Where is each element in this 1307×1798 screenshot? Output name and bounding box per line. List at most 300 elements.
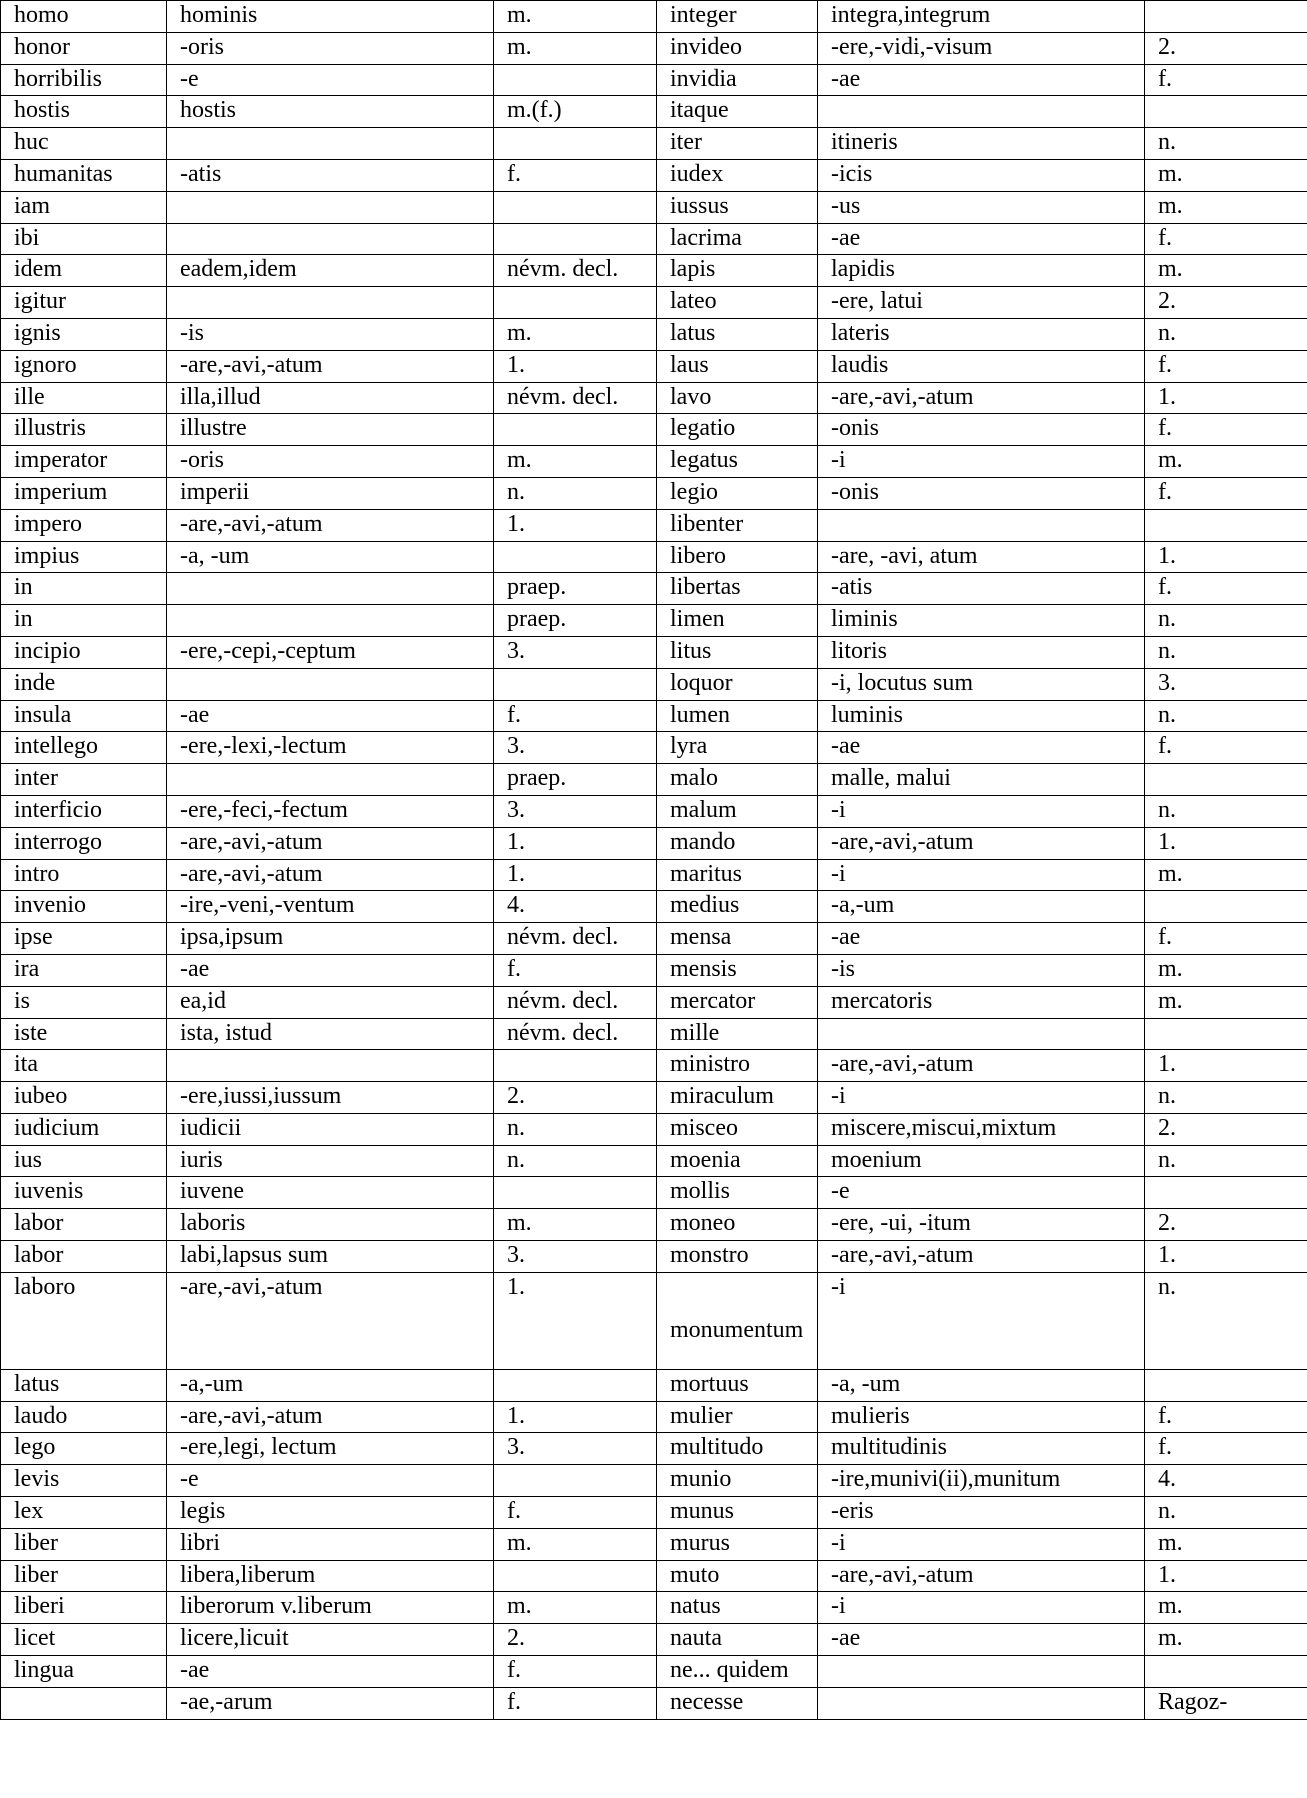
cell-forms-left: -ire,-veni,-ventum: [167, 891, 494, 923]
table-row: [1, 636, 1307, 668]
cell-grammar-left: m.: [494, 318, 657, 350]
cell-forms-right: multitudinis: [818, 1433, 1145, 1465]
cell-headword-left: interrogo: [1, 827, 167, 859]
cell-forms-right: -ere,-vidi,-visum: [818, 32, 1145, 64]
table-row: [1, 827, 1307, 859]
cell-grammar-right: m.: [1145, 1624, 1307, 1656]
cell-headword-right: nauta: [657, 1624, 818, 1656]
cell-grammar-left: praep.: [494, 605, 657, 637]
cell-headword-left: iam: [1, 191, 167, 223]
table-row: [1, 1113, 1307, 1145]
cell-headword-right: mensis: [657, 954, 818, 986]
cell-grammar-right: 3.: [1145, 668, 1307, 700]
cell-grammar-right: m.: [1145, 954, 1307, 986]
table-row: [1, 1465, 1307, 1497]
table-row: [1, 509, 1307, 541]
cell-forms-left: ipsa,ipsum: [167, 923, 494, 955]
cell-grammar-left: f.: [494, 1497, 657, 1529]
cell-grammar-left: 2.: [494, 1082, 657, 1114]
cell-forms-left: licere,licuit: [167, 1624, 494, 1656]
cell-grammar-right: [1145, 891, 1307, 923]
cell-headword-left: invenio: [1, 891, 167, 923]
table-row: [1, 1018, 1307, 1050]
table-row: [1, 1177, 1307, 1209]
cell-headword-right: lyra: [657, 732, 818, 764]
cell-forms-left: -e: [167, 1465, 494, 1497]
cell-headword-right: mando: [657, 827, 818, 859]
cell-grammar-left: 3.: [494, 1241, 657, 1273]
cell-grammar-left: 1.: [494, 827, 657, 859]
cell-headword-left: levis: [1, 1465, 167, 1497]
cell-forms-left: [167, 668, 494, 700]
cell-forms-right: luminis: [818, 700, 1145, 732]
cell-grammar-left: f.: [494, 1687, 657, 1719]
cell-headword-right: itaque: [657, 96, 818, 128]
cell-forms-right: moenium: [818, 1145, 1145, 1177]
cell-grammar-left: névm. decl.: [494, 255, 657, 287]
cell-forms-right: -are,-avi,-atum: [818, 382, 1145, 414]
cell-headword-left: ibi: [1, 223, 167, 255]
cell-headword-left: iubeo: [1, 1082, 167, 1114]
cell-headword-left: homo: [1, 1, 167, 33]
table-row: [1, 159, 1307, 191]
cell-grammar-right: m.: [1145, 446, 1307, 478]
cell-headword-left: labor: [1, 1209, 167, 1241]
cell-forms-left: legis: [167, 1497, 494, 1529]
cell-forms-left: -are,-avi,-atum: [167, 1401, 494, 1433]
cell-forms-right: -onis: [818, 477, 1145, 509]
cell-grammar-right: 1.: [1145, 1560, 1307, 1592]
cell-headword-right: lumen: [657, 700, 818, 732]
cell-headword-left: [1, 1687, 167, 1719]
table-row: [1, 414, 1307, 446]
cell-grammar-right: [1145, 1369, 1307, 1401]
cell-forms-left: -are,-avi,-atum: [167, 350, 494, 382]
cell-forms-left: -ere,-feci,-fectum: [167, 795, 494, 827]
table-row: [1, 605, 1307, 637]
cell-forms-right: -i: [818, 446, 1145, 478]
cell-headword-right: ministro: [657, 1050, 818, 1082]
cell-headword-left: hostis: [1, 96, 167, 128]
cell-headword-left: impero: [1, 509, 167, 541]
cell-grammar-right: n.: [1145, 1497, 1307, 1529]
cell-grammar-right: m.: [1145, 1528, 1307, 1560]
cell-forms-right: miscere,miscui,mixtum: [818, 1113, 1145, 1145]
table-row: [1, 255, 1307, 287]
cell-grammar-left: névm. decl.: [494, 1018, 657, 1050]
table-row: [1, 318, 1307, 350]
cell-headword-right: lateo: [657, 287, 818, 319]
cell-headword-right: misceo: [657, 1113, 818, 1145]
cell-forms-left: -ere,iussi,iussum: [167, 1082, 494, 1114]
cell-headword-left: licet: [1, 1624, 167, 1656]
cell-grammar-right: 1.: [1145, 541, 1307, 573]
table-row: [1, 64, 1307, 96]
cell-headword-left: is: [1, 986, 167, 1018]
cell-forms-left: [167, 1050, 494, 1082]
cell-grammar-left: 1.: [494, 1272, 657, 1369]
table-row: [1, 1528, 1307, 1560]
cell-forms-right: [818, 509, 1145, 541]
cell-forms-left: libri: [167, 1528, 494, 1560]
table-row: [1, 1401, 1307, 1433]
cell-forms-right: -i: [818, 1592, 1145, 1624]
cell-headword-right: natus: [657, 1592, 818, 1624]
cell-grammar-right: [1145, 1177, 1307, 1209]
cell-forms-left: labi,lapsus sum: [167, 1241, 494, 1273]
cell-forms-right: -ae: [818, 1624, 1145, 1656]
cell-headword-left: ita: [1, 1050, 167, 1082]
cell-headword-left: ira: [1, 954, 167, 986]
cell-headword-left: intellego: [1, 732, 167, 764]
cell-headword-right: libenter: [657, 509, 818, 541]
table-row: [1, 1497, 1307, 1529]
cell-grammar-left: [494, 414, 657, 446]
table-row: [1, 1433, 1307, 1465]
cell-forms-right: [818, 1656, 1145, 1688]
cell-headword-right: legio: [657, 477, 818, 509]
table-row: [1, 1272, 1307, 1369]
cell-headword-right: medius: [657, 891, 818, 923]
cell-headword-right: multitudo: [657, 1433, 818, 1465]
cell-forms-right: -ae: [818, 732, 1145, 764]
cell-forms-left: -a, -um: [167, 541, 494, 573]
cell-headword-left: honor: [1, 32, 167, 64]
cell-forms-left: -ae: [167, 700, 494, 732]
cell-grammar-left: m.(f.): [494, 96, 657, 128]
cell-grammar-right: [1145, 96, 1307, 128]
table-row: [1, 891, 1307, 923]
cell-forms-right: [818, 96, 1145, 128]
cell-grammar-right: n.: [1145, 636, 1307, 668]
cell-grammar-left: 4.: [494, 891, 657, 923]
cell-grammar-left: f.: [494, 1656, 657, 1688]
cell-forms-left: -ere,legi, lectum: [167, 1433, 494, 1465]
cell-grammar-left: [494, 541, 657, 573]
cell-grammar-left: névm. decl.: [494, 382, 657, 414]
cell-forms-left: [167, 128, 494, 160]
cell-headword-left: iste: [1, 1018, 167, 1050]
cell-forms-left: iuris: [167, 1145, 494, 1177]
table-row: [1, 128, 1307, 160]
cell-grammar-left: 3.: [494, 1433, 657, 1465]
table-row: [1, 668, 1307, 700]
cell-headword-right: munio: [657, 1465, 818, 1497]
table-row: [1, 923, 1307, 955]
table-row: [1, 700, 1307, 732]
table-row: [1, 1624, 1307, 1656]
cell-grammar-left: [494, 1465, 657, 1497]
cell-headword-left: lex: [1, 1497, 167, 1529]
cell-headword-right: ne... quidem: [657, 1656, 818, 1688]
cell-forms-left: -e: [167, 64, 494, 96]
cell-forms-left: -ae: [167, 1656, 494, 1688]
cell-headword-left: illustris: [1, 414, 167, 446]
cell-forms-left: ea,id: [167, 986, 494, 1018]
cell-headword-right: libertas: [657, 573, 818, 605]
cell-forms-left: [167, 764, 494, 796]
cell-headword-left: imperium: [1, 477, 167, 509]
cell-headword-left: liberi: [1, 1592, 167, 1624]
cell-forms-right: mulieris: [818, 1401, 1145, 1433]
table-row: [1, 1, 1307, 33]
cell-forms-right: -i: [818, 1528, 1145, 1560]
table-row: [1, 1656, 1307, 1688]
cell-forms-right: [818, 1018, 1145, 1050]
table-row: [1, 1687, 1307, 1719]
cell-grammar-right: [1145, 1018, 1307, 1050]
cell-headword-left: laudo: [1, 1401, 167, 1433]
cell-grammar-right: f.: [1145, 64, 1307, 96]
cell-forms-right: -i: [818, 1082, 1145, 1114]
cell-grammar-right: m.: [1145, 191, 1307, 223]
cell-forms-right: -are,-avi,-atum: [818, 1050, 1145, 1082]
cell-headword-right: invidia: [657, 64, 818, 96]
cell-headword-right: malum: [657, 795, 818, 827]
cell-headword-right: murus: [657, 1528, 818, 1560]
table-row: [1, 732, 1307, 764]
cell-forms-right: -are,-avi,-atum: [818, 1560, 1145, 1592]
table-row: [1, 32, 1307, 64]
cell-forms-right: -a, -um: [818, 1369, 1145, 1401]
cell-grammar-left: 3.: [494, 795, 657, 827]
cell-grammar-right: m.: [1145, 255, 1307, 287]
cell-grammar-right: m.: [1145, 986, 1307, 1018]
cell-grammar-left: f.: [494, 159, 657, 191]
cell-forms-right: -are,-avi,-atum: [818, 1241, 1145, 1273]
cell-forms-right: -i, locutus sum: [818, 668, 1145, 700]
cell-forms-right: -ire,munivi(ii),munitum: [818, 1465, 1145, 1497]
cell-grammar-left: [494, 668, 657, 700]
cell-forms-left: illa,illud: [167, 382, 494, 414]
cell-forms-right: -a,-um: [818, 891, 1145, 923]
cell-forms-right: itineris: [818, 128, 1145, 160]
cell-forms-left: hostis: [167, 96, 494, 128]
cell-forms-right: -i: [818, 795, 1145, 827]
cell-grammar-left: n.: [494, 1113, 657, 1145]
cell-headword-right: legatio: [657, 414, 818, 446]
cell-grammar-right: f.: [1145, 477, 1307, 509]
cell-headword-right: laus: [657, 350, 818, 382]
cell-forms-left: -ae,-arum: [167, 1687, 494, 1719]
table-row: [1, 1592, 1307, 1624]
table-row: [1, 287, 1307, 319]
cell-grammar-right: f.: [1145, 223, 1307, 255]
cell-forms-left: -ere,-cepi,-ceptum: [167, 636, 494, 668]
table-row: [1, 1082, 1307, 1114]
table-row: [1, 859, 1307, 891]
cell-grammar-right: Ragoz-: [1145, 1687, 1307, 1719]
cell-grammar-left: m.: [494, 1209, 657, 1241]
cell-headword-right: monumentum: [657, 1272, 818, 1369]
cell-forms-left: liberorum v.liberum: [167, 1592, 494, 1624]
cell-grammar-right: 1.: [1145, 1050, 1307, 1082]
cell-headword-left: ille: [1, 382, 167, 414]
cell-headword-left: incipio: [1, 636, 167, 668]
cell-headword-left: insula: [1, 700, 167, 732]
cell-headword-right: invideo: [657, 32, 818, 64]
cell-forms-left: -are,-avi,-atum: [167, 827, 494, 859]
cell-headword-left: in: [1, 605, 167, 637]
cell-headword-left: in: [1, 573, 167, 605]
table-row: [1, 350, 1307, 382]
cell-forms-left: hominis: [167, 1, 494, 33]
cell-headword-right: legatus: [657, 446, 818, 478]
cell-headword-left: iuvenis: [1, 1177, 167, 1209]
cell-forms-right: -i: [818, 1272, 1145, 1369]
cell-grammar-right: m.: [1145, 159, 1307, 191]
cell-grammar-left: névm. decl.: [494, 923, 657, 955]
cell-grammar-left: [494, 1177, 657, 1209]
cell-forms-right: -us: [818, 191, 1145, 223]
cell-headword-left: liber: [1, 1560, 167, 1592]
table-row: [1, 954, 1307, 986]
cell-grammar-left: [494, 64, 657, 96]
cell-grammar-left: 1.: [494, 1401, 657, 1433]
cell-grammar-right: f.: [1145, 1433, 1307, 1465]
cell-forms-right: -i: [818, 859, 1145, 891]
cell-headword-right: mille: [657, 1018, 818, 1050]
cell-forms-left: illustre: [167, 414, 494, 446]
cell-headword-left: horribilis: [1, 64, 167, 96]
cell-forms-left: libera,liberum: [167, 1560, 494, 1592]
vocabulary-table-body: [1, 1, 1307, 1720]
cell-forms-right: lapidis: [818, 255, 1145, 287]
cell-headword-left: igitur: [1, 287, 167, 319]
cell-grammar-left: n.: [494, 477, 657, 509]
cell-forms-right: lateris: [818, 318, 1145, 350]
table-row: [1, 1050, 1307, 1082]
cell-headword-right: mollis: [657, 1177, 818, 1209]
cell-forms-left: -oris: [167, 32, 494, 64]
cell-headword-right: lacrima: [657, 223, 818, 255]
table-row: [1, 223, 1307, 255]
cell-headword-left: interficio: [1, 795, 167, 827]
cell-grammar-right: 4.: [1145, 1465, 1307, 1497]
cell-grammar-left: m.: [494, 32, 657, 64]
cell-forms-left: -is: [167, 318, 494, 350]
table-row: [1, 382, 1307, 414]
cell-grammar-right: f.: [1145, 573, 1307, 605]
cell-forms-left: iuvene: [167, 1177, 494, 1209]
cell-grammar-left: [494, 128, 657, 160]
cell-grammar-right: 2.: [1145, 1113, 1307, 1145]
cell-headword-left: iudicium: [1, 1113, 167, 1145]
cell-forms-right: -ere, latui: [818, 287, 1145, 319]
cell-grammar-left: m.: [494, 1528, 657, 1560]
cell-forms-right: malle, malui: [818, 764, 1145, 796]
table-row: [1, 573, 1307, 605]
cell-grammar-left: [494, 287, 657, 319]
cell-headword-right: integer: [657, 1, 818, 33]
cell-grammar-right: n.: [1145, 1272, 1307, 1369]
table-row: [1, 1369, 1307, 1401]
cell-grammar-right: 1.: [1145, 827, 1307, 859]
cell-headword-left: idem: [1, 255, 167, 287]
cell-headword-left: laboro: [1, 1272, 167, 1369]
table-row: [1, 1560, 1307, 1592]
cell-grammar-left: 1.: [494, 509, 657, 541]
cell-forms-right: -e: [818, 1177, 1145, 1209]
cell-grammar-right: n.: [1145, 318, 1307, 350]
cell-headword-right: libero: [657, 541, 818, 573]
cell-headword-left: labor: [1, 1241, 167, 1273]
table-row: [1, 1241, 1307, 1273]
cell-headword-right: latus: [657, 318, 818, 350]
cell-forms-right: liminis: [818, 605, 1145, 637]
cell-headword-left: liber: [1, 1528, 167, 1560]
cell-grammar-right: [1145, 764, 1307, 796]
cell-forms-right: -onis: [818, 414, 1145, 446]
table-row: [1, 1209, 1307, 1241]
cell-forms-left: [167, 287, 494, 319]
cell-grammar-right: n.: [1145, 605, 1307, 637]
cell-headword-right: maritus: [657, 859, 818, 891]
table-row: [1, 541, 1307, 573]
cell-headword-left: ius: [1, 1145, 167, 1177]
table-row: [1, 446, 1307, 478]
cell-forms-right: laudis: [818, 350, 1145, 382]
cell-forms-right: -ae: [818, 64, 1145, 96]
cell-grammar-right: n.: [1145, 1082, 1307, 1114]
cell-grammar-right: 1.: [1145, 1241, 1307, 1273]
cell-headword-right: malo: [657, 764, 818, 796]
cell-grammar-right: n.: [1145, 1145, 1307, 1177]
cell-forms-right: litoris: [818, 636, 1145, 668]
cell-grammar-left: 2.: [494, 1624, 657, 1656]
cell-headword-left: lego: [1, 1433, 167, 1465]
cell-grammar-right: f.: [1145, 923, 1307, 955]
cell-headword-right: loquor: [657, 668, 818, 700]
table-row: [1, 477, 1307, 509]
cell-grammar-left: m.: [494, 1, 657, 33]
cell-grammar-right: [1145, 1656, 1307, 1688]
cell-headword-left: humanitas: [1, 159, 167, 191]
cell-headword-left: ipse: [1, 923, 167, 955]
cell-forms-left: -oris: [167, 446, 494, 478]
cell-grammar-right: f.: [1145, 1401, 1307, 1433]
cell-forms-left: ista, istud: [167, 1018, 494, 1050]
cell-headword-left: huc: [1, 128, 167, 160]
cell-forms-left: -are,-avi,-atum: [167, 1272, 494, 1369]
cell-headword-left: intro: [1, 859, 167, 891]
cell-forms-right: integra,integrum: [818, 1, 1145, 33]
cell-forms-right: -are,-avi,-atum: [818, 827, 1145, 859]
cell-forms-right: -ere, -ui, -itum: [818, 1209, 1145, 1241]
cell-headword-left: lingua: [1, 1656, 167, 1688]
cell-grammar-left: 1.: [494, 350, 657, 382]
cell-headword-right: mensa: [657, 923, 818, 955]
cell-headword-right: monstro: [657, 1241, 818, 1273]
cell-grammar-left: 3.: [494, 732, 657, 764]
cell-grammar-right: m.: [1145, 859, 1307, 891]
cell-headword-right: iter: [657, 128, 818, 160]
cell-headword-right: necesse: [657, 1687, 818, 1719]
cell-grammar-right: n.: [1145, 795, 1307, 827]
cell-headword-left: ignis: [1, 318, 167, 350]
cell-forms-left: imperii: [167, 477, 494, 509]
cell-grammar-left: praep.: [494, 573, 657, 605]
cell-forms-left: -are,-avi,-atum: [167, 859, 494, 891]
cell-grammar-left: praep.: [494, 764, 657, 796]
cell-headword-right: mortuus: [657, 1369, 818, 1401]
table-row: [1, 986, 1307, 1018]
cell-grammar-right: 2.: [1145, 287, 1307, 319]
cell-forms-left: -ae: [167, 954, 494, 986]
cell-grammar-right: 2.: [1145, 32, 1307, 64]
cell-forms-left: -a,-um: [167, 1369, 494, 1401]
cell-headword-right: lavo: [657, 382, 818, 414]
